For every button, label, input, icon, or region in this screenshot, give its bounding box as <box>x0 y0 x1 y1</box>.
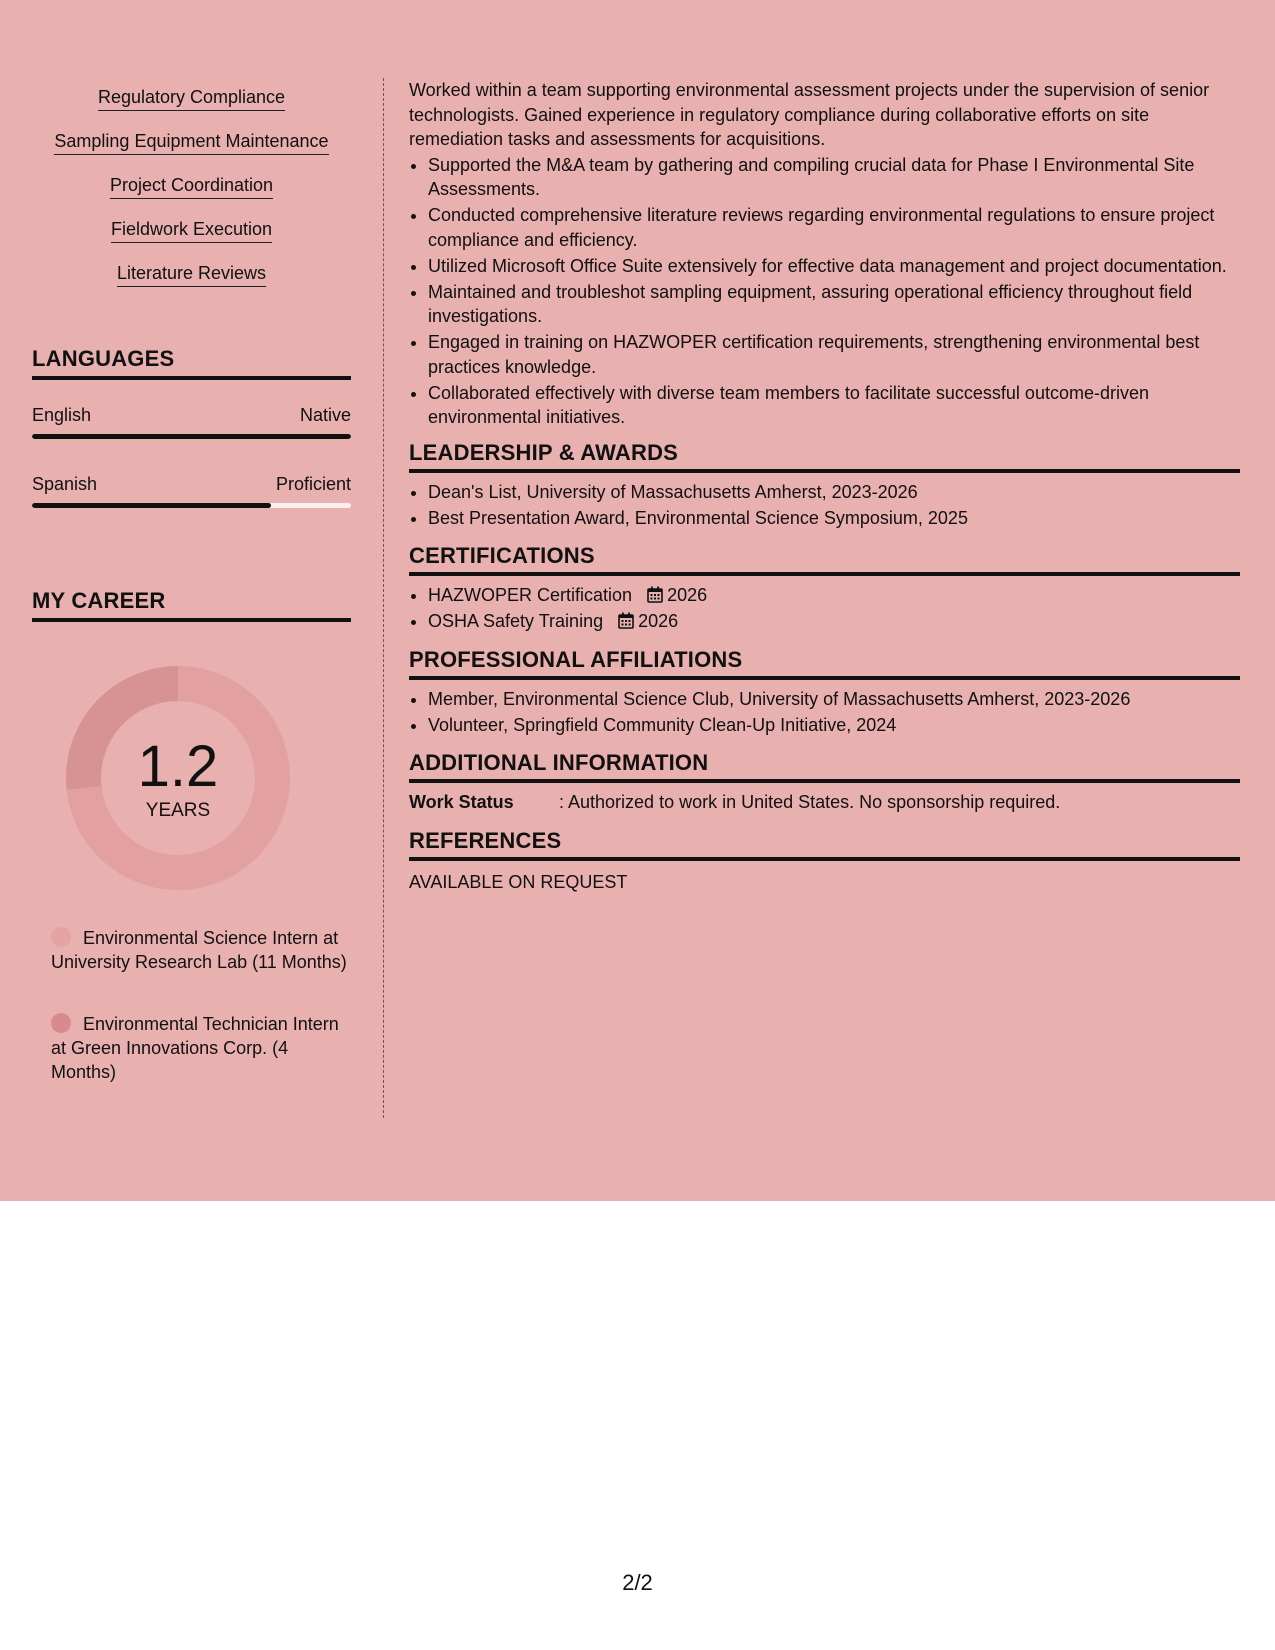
leadership-heading: LEADERSHIP & AWARDS <box>409 440 1240 473</box>
language-row <box>32 473 351 495</box>
experience-bullet: • Collaborated effectively with diverse team members to facilitate successful outcome-driven environmental initiatives. <box>428 381 1240 430</box>
language-bar-fill <box>32 503 271 508</box>
language-level: Native <box>299 405 351 425</box>
certification-year: 2026 <box>638 611 679 631</box>
language-level: Proficient <box>275 474 351 494</box>
certification-item <box>428 609 1240 634</box>
experience-summary: Worked within a team supporting environmental assessment projects under the supervision of senior technologists. Gained experience in regulatory compliance during collaborative efforts on site remediation tasks and assessments for acquisitions. <box>409 80 1210 149</box>
leadership-list <box>409 480 1240 531</box>
leadership-item: • Dean's List, University of Massachusetts Amherst, 2023-2026 <box>428 480 1240 505</box>
work-status-value: : Authorized to work in United States. No sponsorship required. <box>559 792 1061 812</box>
career-dot-icon <box>51 1013 71 1033</box>
references-heading: REFERENCES <box>409 828 1240 861</box>
affiliation-item: • Volunteer, Springfield Community Clean-Up Initiative, 2024 <box>428 713 1240 738</box>
certifications-heading: CERTIFICATIONS <box>409 543 1240 576</box>
column-divider <box>383 78 384 1118</box>
skill-item: Sampling Equipment Maintenance <box>54 130 328 155</box>
career-item-label: Environmental Science Intern at University Research Lab (11 Months) <box>51 928 347 972</box>
language-row <box>32 404 351 426</box>
career-item <box>51 1012 351 1084</box>
certification-name: HAZWOPER Certification <box>428 585 633 605</box>
leadership-item: • Best Presentation Award, Environmental Science Symposium, 2025 <box>428 506 1240 531</box>
career-dot-icon <box>51 927 71 947</box>
certification-item <box>428 583 1240 608</box>
language-bar <box>32 503 351 508</box>
references-text: AVAILABLE ON REQUEST <box>409 872 628 892</box>
skill-item: Literature Reviews <box>117 262 266 287</box>
additional-info-heading: ADDITIONAL INFORMATION <box>409 750 1240 783</box>
experience-bullet: • Supported the M&A team by gathering and compiling crucial data for Phase I Environmental Site Assessments. <box>428 153 1240 202</box>
work-status-row <box>409 790 1240 814</box>
skills-list <box>32 86 351 306</box>
experience-bullet: • Maintained and troubleshot sampling equipment, assuring operational efficiency throughout field investigations. <box>428 280 1240 329</box>
languages-heading: LANGUAGES <box>32 346 351 380</box>
certification-name: OSHA Safety Training <box>428 611 604 631</box>
calendar-icon <box>647 586 663 603</box>
career-heading: MY CAREER <box>32 588 351 622</box>
skill-item: Project Coordination <box>110 174 273 199</box>
career-years-value: 1.2 <box>137 734 219 799</box>
calendar-icon <box>618 612 634 629</box>
page-number: 2/2 <box>622 1570 653 1595</box>
experience-bullets <box>409 153 1240 430</box>
right-column <box>409 78 1240 894</box>
career-item-label: Environmental Technician Intern at Green Innovations Corp. (4 Months) <box>51 1014 339 1082</box>
experience-bullet: • Engaged in training on HAZWOPER certification requirements, strengthening environmental best practices knowledge. <box>428 330 1240 379</box>
career-years-unit: YEARS <box>145 800 211 821</box>
certification-year: 2026 <box>667 585 708 605</box>
language-name: Spanish <box>32 474 98 494</box>
skill-item: Regulatory Compliance <box>98 86 285 111</box>
language-bar-fill <box>32 434 351 439</box>
work-status-label: Work Status <box>409 792 514 812</box>
affiliation-item: • Member, Environmental Science Club, University of Massachusetts Amherst, 2023-2026 <box>428 687 1240 712</box>
career-donut-chart <box>66 666 290 890</box>
affiliations-list <box>409 687 1240 738</box>
language-bar <box>32 434 351 439</box>
affiliations-heading: PROFESSIONAL AFFILIATIONS <box>409 647 1240 680</box>
skill-item: Fieldwork Execution <box>111 218 272 243</box>
career-item <box>51 926 351 974</box>
experience-bullet: • Conducted comprehensive literature reviews regarding environmental regulations to ensure project compliance and efficiency. <box>428 203 1240 252</box>
certifications-list <box>409 583 1240 634</box>
language-name: English <box>32 405 92 425</box>
experience-bullet: • Utilized Microsoft Office Suite extensively for effective data management and project documentation. <box>428 254 1240 279</box>
